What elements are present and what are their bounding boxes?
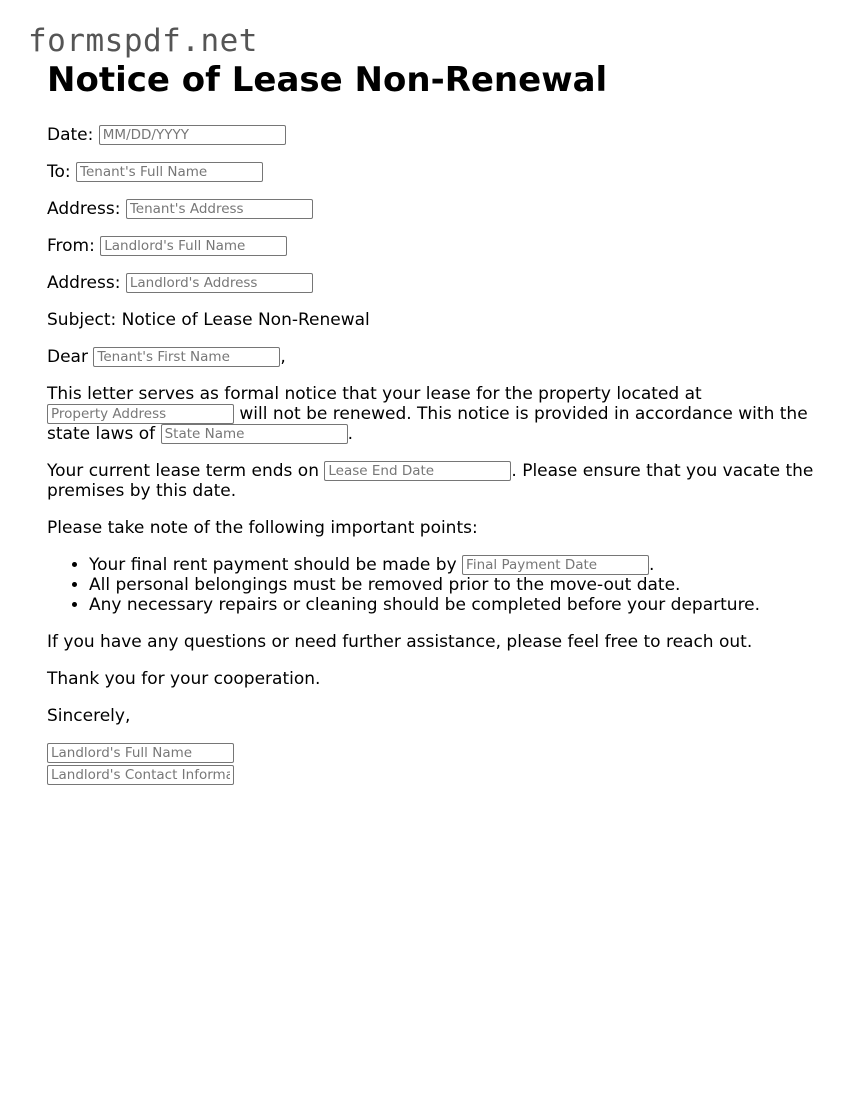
letter — [47, 60, 827, 787]
point-1-suffix: . — [649, 555, 655, 575]
page-title: Notice of Lease Non-Renewal — [47, 60, 608, 100]
from-row — [47, 236, 827, 256]
landlord-address-label: Address: — [47, 273, 121, 293]
greeting-row — [47, 347, 827, 367]
closing: Sincerely, — [47, 706, 131, 726]
lease-end-text-2: . Please ensure that you vacate the premises by this date. — [47, 461, 814, 501]
tenant-name-input[interactable] — [76, 162, 263, 182]
notice-text-2: will not be renewed. This notice is provided in accordance with the state laws of — [47, 404, 808, 444]
points-intro: Please take note of the following important points: — [47, 518, 478, 538]
notice-paragraph — [47, 384, 827, 444]
date-label: Date: — [47, 125, 94, 145]
signature-name-input[interactable] — [47, 743, 234, 763]
greeting-suffix: , — [280, 347, 286, 367]
property-address-input[interactable] — [47, 404, 234, 424]
notice-text-1: This letter serves as formal notice that your lease for the property located at — [47, 384, 702, 404]
tenant-address-row — [47, 199, 827, 219]
thanks-paragraph: Thank you for your cooperation. — [47, 669, 321, 689]
notice-text-3: . — [347, 424, 353, 444]
point-1-text: Your final rent payment should be made by — [89, 555, 457, 575]
landlord-address-input[interactable] — [126, 273, 313, 293]
state-name-input[interactable] — [161, 424, 348, 444]
to-row — [47, 162, 827, 182]
tenant-address-label: Address: — [47, 199, 121, 219]
landlord-address-row — [47, 273, 827, 293]
subject-line: Subject: Notice of Lease Non-Renewal — [47, 310, 370, 330]
greeting-prefix: Dear — [47, 347, 88, 367]
signature-block — [47, 743, 827, 785]
watermark: formspdf.net — [28, 23, 258, 59]
lease-end-date-input[interactable] — [324, 461, 511, 481]
lease-end-text-1: Your current lease term ends on — [47, 461, 319, 481]
signature-contact-input[interactable] — [47, 765, 234, 785]
landlord-name-input[interactable] — [100, 236, 287, 256]
questions-paragraph: If you have any questions or need further assistance, please feel free to reach out. — [47, 632, 753, 652]
to-label: To: — [47, 162, 71, 182]
list-item: • Any necessary repairs or cleaning should be completed before your departure. — [89, 595, 827, 615]
tenant-first-name-input[interactable] — [93, 347, 280, 367]
date-row — [47, 125, 827, 145]
lease-end-paragraph — [47, 461, 827, 501]
final-payment-date-input[interactable] — [462, 555, 649, 575]
tenant-address-input[interactable] — [126, 199, 313, 219]
date-input[interactable] — [99, 125, 286, 145]
from-label: From: — [47, 236, 95, 256]
points-list — [47, 555, 827, 615]
list-item — [89, 555, 827, 575]
list-item: • All personal belongings must be removed prior to the move-out date. — [89, 575, 827, 595]
